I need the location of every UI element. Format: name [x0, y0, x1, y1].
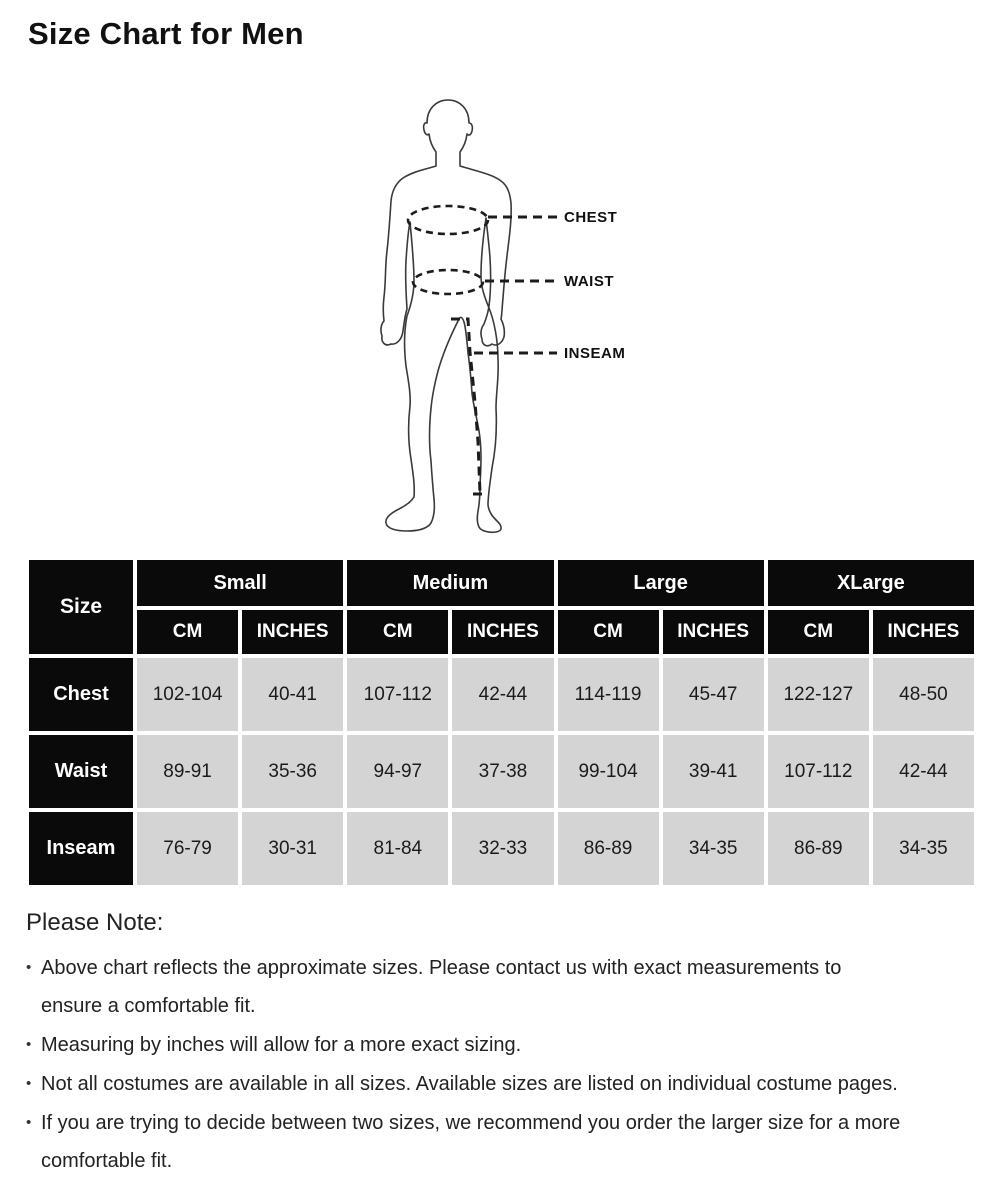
group-header-xlarge: XLarge [768, 560, 974, 606]
inseam-large-cm: 86-89 [558, 812, 659, 885]
body-measurement-diagram [330, 82, 670, 548]
chest-label: CHEST [564, 209, 618, 226]
note-item-approximate-sizes [26, 949, 986, 1025]
unit-header-large-inches: INCHES [663, 610, 764, 654]
unit-header-xlarge-inches: INCHES [873, 610, 974, 654]
bullet-icon: • [26, 959, 32, 976]
waist-large-cm: 99-104 [558, 735, 659, 808]
waist-small-inches: 35-36 [242, 735, 343, 808]
note-item-measuring-inches [26, 1026, 986, 1064]
bullet-icon: • [26, 1114, 32, 1131]
unit-header-medium-cm: CM [347, 610, 448, 654]
size-corner-cell: Size [29, 560, 133, 654]
male-body-outline [381, 100, 511, 532]
inseam-label: INSEAM [564, 345, 626, 362]
unit-header-large-cm: CM [558, 610, 659, 654]
inseam-small-inches: 30-31 [242, 812, 343, 885]
note-line: If you are trying to decide between two sizes, we recommend you order the larger size for a more [41, 1112, 901, 1134]
male-figure-illustration [330, 82, 670, 548]
inseam-large-inches: 34-35 [663, 812, 764, 885]
chest-medium-cm: 107-112 [347, 658, 448, 731]
waist-xlarge-inches: 42-44 [873, 735, 974, 808]
unit-header-row [29, 610, 974, 654]
group-header-medium: Medium [347, 560, 553, 606]
unit-header-medium-inches: INCHES [452, 610, 553, 654]
waist-medium-inches: 37-38 [452, 735, 553, 808]
unit-header-small-inches: INCHES [242, 610, 343, 654]
size-group-header-row [29, 560, 974, 606]
note-line: Above chart reflects the approximate sizes. Please contact us with exact measurements to [41, 957, 842, 979]
unit-header-small-cm: CM [137, 610, 238, 654]
group-header-small: Small [137, 560, 343, 606]
note-item-availability [26, 1065, 986, 1103]
inseam-xlarge-inches: 34-35 [873, 812, 974, 885]
unit-header-xlarge-cm: CM [768, 610, 869, 654]
bullet-icon: • [26, 1075, 32, 1092]
note-line: comfortable fit. [41, 1150, 173, 1172]
inseam-medium-inches: 32-33 [452, 812, 553, 885]
inseam-small-cm: 76-79 [137, 812, 238, 885]
bullet-icon: • [26, 1036, 32, 1053]
page-title: Size Chart for Men [28, 16, 304, 51]
inseam-xlarge-cm: 86-89 [768, 812, 869, 885]
chest-xlarge-inches: 48-50 [873, 658, 974, 731]
chest-medium-inches: 42-44 [452, 658, 553, 731]
note-line: Not all costumes are available in all sizes. Available sizes are listed on individual costume pages. [41, 1073, 898, 1095]
chest-xlarge-cm: 122-127 [768, 658, 869, 731]
notes-heading: Please Note: [26, 909, 164, 936]
waist-small-cm: 89-91 [137, 735, 238, 808]
waist-large-inches: 39-41 [663, 735, 764, 808]
table-row-chest [29, 658, 974, 731]
chest-large-inches: 45-47 [663, 658, 764, 731]
table-row-waist [29, 735, 974, 808]
waist-xlarge-cm: 107-112 [768, 735, 869, 808]
row-label-chest: Chest [29, 658, 133, 731]
chest-small-cm: 102-104 [137, 658, 238, 731]
inseam-medium-cm: 81-84 [347, 812, 448, 885]
chest-small-inches: 40-41 [242, 658, 343, 731]
chest-large-cm: 114-119 [558, 658, 659, 731]
row-label-waist: Waist [29, 735, 133, 808]
row-label-inseam: Inseam [29, 812, 133, 885]
note-item-larger-size [26, 1104, 986, 1180]
group-header-large: Large [558, 560, 764, 606]
table-row-inseam [29, 812, 974, 885]
size-table [25, 556, 978, 889]
waist-medium-cm: 94-97 [347, 735, 448, 808]
notes-section [26, 909, 986, 1180]
waist-label: WAIST [564, 273, 614, 290]
note-line: Measuring by inches will allow for a more exact sizing. [41, 1034, 522, 1056]
note-line: ensure a comfortable fit. [41, 995, 256, 1017]
